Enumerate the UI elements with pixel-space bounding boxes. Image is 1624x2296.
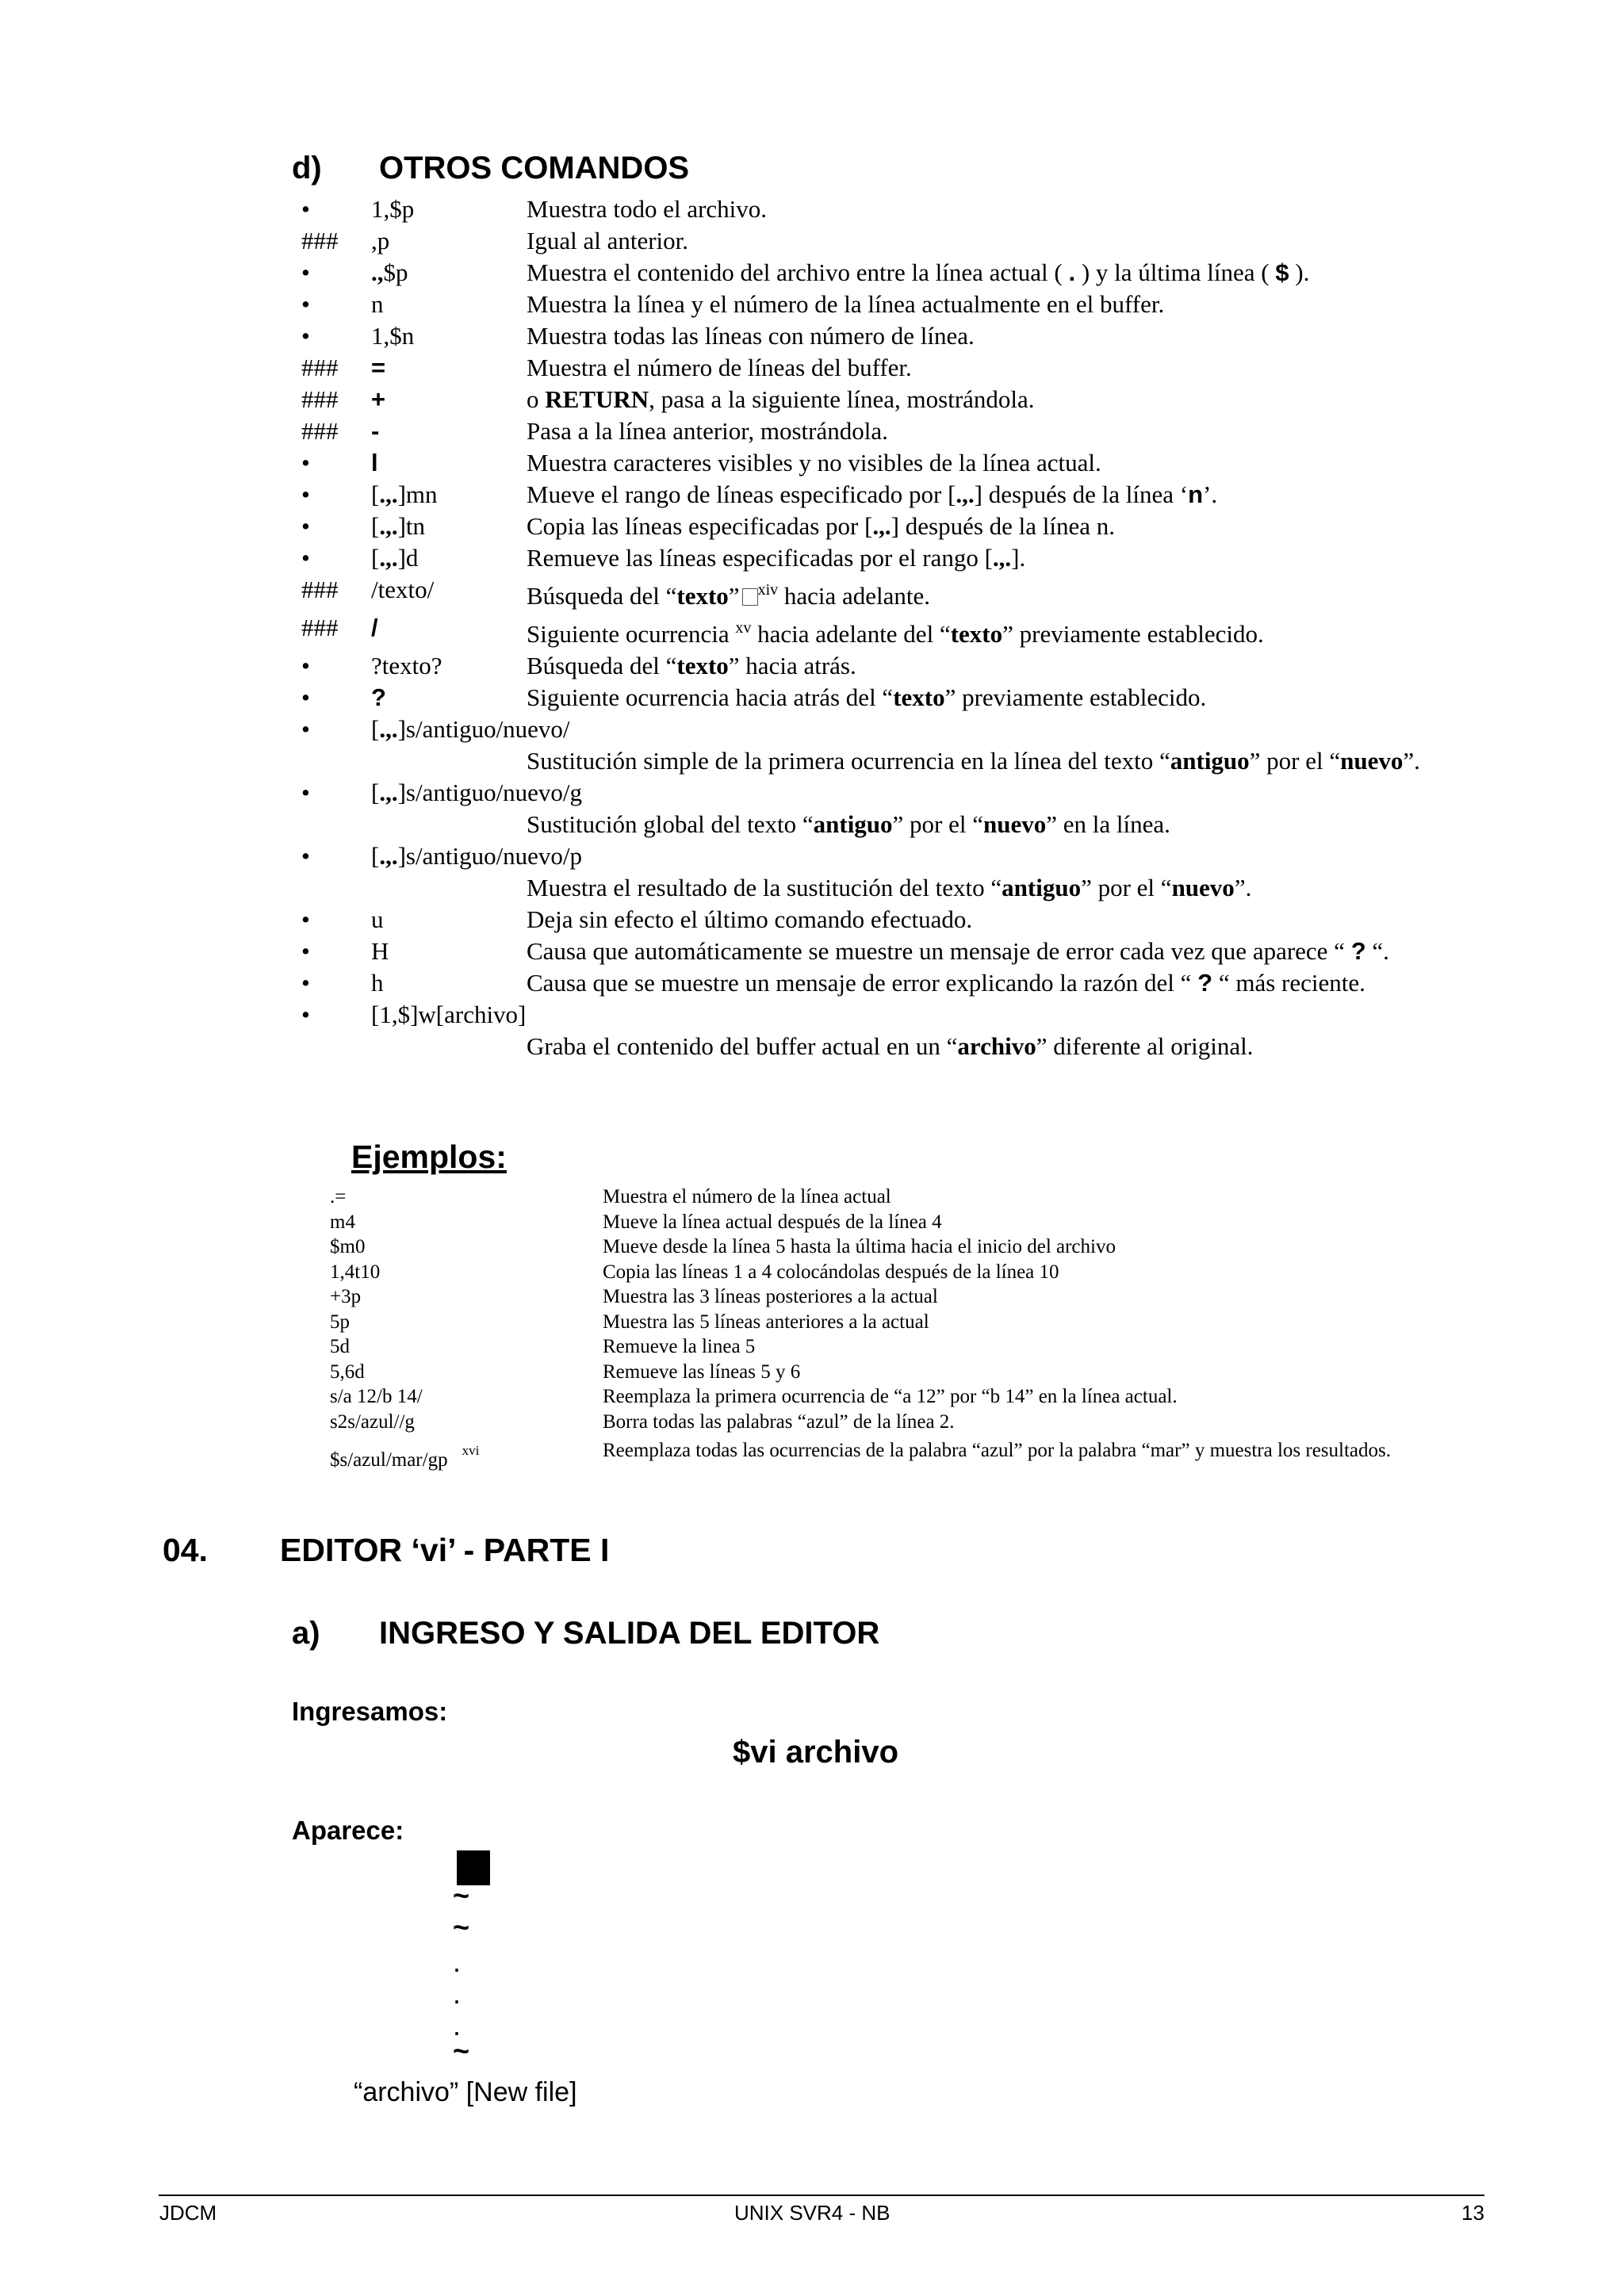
- command-desc: Muestra todo el archivo.: [527, 195, 768, 223]
- bullet: •: [301, 969, 310, 997]
- desc-part: Siguiente ocurrencia: [527, 620, 736, 648]
- bullet: •: [301, 512, 310, 540]
- bullet: •: [301, 1001, 310, 1028]
- table-row: [330, 1334, 1488, 1360]
- section-number: d): [292, 151, 322, 186]
- desc-bold: antiguo: [1002, 874, 1082, 901]
- table-row: [330, 1434, 1488, 1471]
- section-title: INGRESO Y SALIDA DEL EDITOR: [379, 1616, 880, 1651]
- table-row: [330, 1410, 1488, 1435]
- desc-part: ’.: [1203, 480, 1218, 508]
- command-item: [301, 936, 1483, 967]
- command-desc: Igual al anterior.: [527, 227, 688, 254]
- command-desc: Pasa a la línea anterior, mostrándola.: [527, 417, 888, 445]
- example-desc: Mueve desde la línea 5 hasta la última hacia el inicio del archivo: [603, 1236, 1116, 1257]
- key-part: ]tn: [397, 512, 426, 540]
- page-number: 13: [1461, 2201, 1484, 2225]
- bullet: ###: [301, 354, 339, 381]
- command-desc: [527, 682, 1483, 714]
- example-desc: Reemplaza la primera ocurrencia de “a 12” por “b 14” en la línea actual.: [603, 1386, 1178, 1407]
- command-key: [371, 511, 425, 542]
- chapter-title: EDITOR ‘vi’ - PARTE I: [280, 1532, 610, 1568]
- desc-bold: $: [1275, 258, 1289, 286]
- desc-part: Búsqueda del “: [527, 582, 677, 610]
- section-title: OTROS COMANDOS: [379, 151, 690, 186]
- command-item: [301, 289, 1483, 320]
- section-heading-d: [292, 151, 689, 186]
- command-key: [371, 542, 418, 574]
- bullet: •: [301, 715, 310, 743]
- vi-command: $vi archivo: [733, 1735, 899, 1770]
- key-part: [: [371, 779, 380, 806]
- example-desc: Copia las líneas 1 a 4 colocándolas después de la línea 10: [603, 1261, 1059, 1283]
- footer-rule: [159, 2195, 1484, 2196]
- command-key: [301, 777, 1483, 809]
- command-desc: Muestra la línea y el número de la línea actualmente en el buffer.: [527, 290, 1165, 318]
- aparece-label: Aparece:: [292, 1816, 404, 1845]
- command-item: [301, 257, 1483, 289]
- command-item: [301, 447, 1483, 479]
- desc-bold: nuevo: [1171, 874, 1235, 901]
- command-item: [301, 999, 1483, 1062]
- dot-line: .: [453, 1977, 462, 2010]
- command-key: [301, 840, 1483, 872]
- command-desc: [527, 967, 1483, 999]
- command-item: [301, 542, 1483, 574]
- bullet: •: [301, 195, 310, 223]
- desc-part: “.: [1365, 937, 1389, 965]
- chapter-heading: [163, 1532, 609, 1569]
- key-bold: .,.: [379, 842, 398, 870]
- desc-part: Siguiente ocurrencia hacia atrás del “: [527, 683, 894, 711]
- desc-part: Graba el contenido del buffer actual en un “: [527, 1032, 958, 1060]
- desc-part: ” diferente al original.: [1036, 1032, 1254, 1060]
- desc-part: ).: [1289, 258, 1310, 286]
- desc-part: o: [527, 385, 546, 413]
- key-bold: .,: [371, 258, 384, 286]
- command-item: [301, 612, 1483, 650]
- command-desc: [527, 574, 1483, 612]
- desc-part: Copia las líneas especificadas por [: [527, 512, 873, 540]
- table-row: [330, 1360, 1488, 1385]
- command-item: [301, 682, 1483, 714]
- command-item: [301, 479, 1483, 511]
- command-item: [301, 193, 1483, 225]
- example-desc: Muestra el número de la línea actual: [603, 1186, 891, 1207]
- example-desc: Borra todas las palabras “azul” de la línea 2.: [603, 1410, 955, 1433]
- command-item: [301, 777, 1483, 840]
- key-part: ]d: [397, 544, 419, 572]
- example-command: .=: [330, 1186, 347, 1207]
- tilde-line: ~: [453, 2034, 470, 2067]
- section-number: a): [292, 1616, 320, 1651]
- command-key: [371, 257, 408, 289]
- bullet: ###: [301, 385, 339, 413]
- table-row: [330, 1310, 1488, 1335]
- example-command: [330, 1434, 479, 1477]
- section-heading-a: [292, 1616, 879, 1651]
- command-desc: [527, 936, 1483, 967]
- bullet: •: [301, 258, 310, 286]
- key-part: ]s/antiguo/nuevo/p: [397, 842, 583, 870]
- command-item: [301, 511, 1483, 542]
- command-key: u: [371, 905, 384, 933]
- table-row: [330, 1184, 1488, 1210]
- command-key: ?texto?: [371, 652, 442, 679]
- tilde-line: ~: [453, 1879, 470, 1911]
- tilde-line: ~: [453, 1911, 470, 1943]
- bullet: ###: [301, 417, 339, 445]
- key-part: ]s/antiguo/nuevo/: [397, 715, 570, 743]
- key-part: ]mn: [397, 480, 438, 508]
- bullet: •: [301, 480, 310, 508]
- key-part: [: [371, 512, 380, 540]
- command-desc: [527, 479, 1483, 511]
- desc-part: Muestra el contenido del archivo entre la línea actual (: [527, 258, 1069, 286]
- example-command: +3p: [330, 1286, 362, 1307]
- example-command: s2s/azul//g: [330, 1410, 415, 1433]
- bullet: •: [301, 544, 310, 572]
- table-row: [330, 1210, 1488, 1235]
- command-desc: Muestra todas las líneas con número de línea.: [527, 322, 975, 350]
- bullet: •: [301, 779, 310, 806]
- command-item: [301, 352, 1483, 384]
- desc-part: ” previamente establecido.: [1002, 620, 1264, 648]
- bullet: •: [301, 322, 310, 350]
- desc-bold: RETURN: [545, 385, 649, 413]
- endnote-ref: xiv: [757, 581, 779, 599]
- desc-part: “ más reciente.: [1212, 969, 1365, 997]
- desc-part: hacia adelante del “: [751, 620, 951, 648]
- example-command: 5,6d: [330, 1360, 365, 1383]
- command-key: /texto/: [371, 576, 435, 603]
- key-bold: .,.: [379, 715, 398, 743]
- desc-part: Causa que se muestre un mensaje de error explicando la razón del “: [527, 969, 1198, 997]
- command-item: [301, 967, 1483, 999]
- command-key: 1,$n: [371, 322, 415, 350]
- key-part: [: [371, 842, 380, 870]
- desc-part: ) y la última línea (: [1075, 258, 1276, 286]
- example-desc: Mueve la línea actual después de la línea 4: [603, 1211, 942, 1233]
- ingresamos-label: Ingresamos:: [292, 1697, 448, 1726]
- command-item: [301, 840, 1483, 904]
- bullet: •: [301, 842, 310, 870]
- command-key: [301, 714, 1483, 745]
- example-desc: Reemplaza todas las ocurrencias de la palabra “azul” por la palabra “mar” y muestra los resultados.: [603, 1440, 1391, 1461]
- bullet: •: [301, 905, 310, 933]
- desc-part: Sustitución simple de la primera ocurrencia en la línea del texto “: [527, 747, 1170, 775]
- desc-bold: texto: [676, 652, 729, 679]
- desc-part: ” por el “: [1249, 747, 1341, 775]
- command-desc: [527, 384, 1483, 415]
- command-key: ?: [371, 683, 386, 711]
- desc-part: , pasa a la siguiente línea, mostrándola.: [649, 385, 1035, 413]
- key-part: [: [371, 544, 380, 572]
- desc-part: ” hacia atrás.: [728, 652, 856, 679]
- example-desc: Remueve las líneas 5 y 6: [603, 1360, 801, 1383]
- example-command-text: $s/azul/mar/gp: [330, 1449, 448, 1471]
- command-desc: [527, 1031, 1483, 1062]
- command-key: /: [371, 614, 378, 641]
- desc-part: ] después de la línea ‘: [974, 480, 1189, 508]
- command-item: [301, 714, 1483, 777]
- desc-bold: .,.: [992, 544, 1012, 572]
- dot-line: .: [453, 1946, 462, 1978]
- example-command: 5p: [330, 1311, 350, 1333]
- status-line: “archivo” [New file]: [354, 2077, 577, 2107]
- desc-bold: n: [1188, 480, 1204, 508]
- key-part: [: [371, 480, 380, 508]
- key-rest: $p: [383, 258, 408, 286]
- command-desc: [527, 612, 1483, 650]
- desc-bold: antiguo: [1170, 747, 1250, 775]
- example-command: 1,4t10: [330, 1261, 381, 1283]
- desc-bold: archivo: [957, 1032, 1036, 1060]
- command-item: [301, 225, 1483, 257]
- command-desc: [527, 872, 1483, 904]
- desc-bold: texto: [950, 620, 1003, 648]
- command-list: [301, 193, 1483, 1062]
- command-item: [301, 574, 1483, 612]
- key-bold: .,.: [379, 512, 398, 540]
- chapter-number: 04.: [163, 1532, 208, 1568]
- bullet: •: [301, 449, 310, 476]
- endnote-ref: xv: [735, 619, 752, 637]
- bullet: ###: [301, 614, 339, 641]
- desc-part: Búsqueda del “: [527, 652, 677, 679]
- command-key: -: [371, 417, 380, 445]
- desc-part: Mueve el rango de líneas especificado por [: [527, 480, 956, 508]
- command-key: h: [371, 969, 384, 997]
- desc-part: ” por el “: [1081, 874, 1172, 901]
- command-desc: [527, 511, 1483, 542]
- command-desc: Deja sin efecto el último comando efectuado.: [527, 905, 973, 933]
- key-bold: .,.: [379, 779, 398, 806]
- bullet: •: [301, 290, 310, 318]
- desc-part: ” previamente establecido.: [944, 683, 1207, 711]
- desc-part: ”.: [1403, 747, 1420, 775]
- command-item: [301, 320, 1483, 352]
- table-row: [330, 1260, 1488, 1285]
- key-bold: .,.: [379, 480, 398, 508]
- command-key: H: [371, 937, 389, 965]
- key-part: [: [371, 715, 380, 743]
- command-desc: Muestra caracteres visibles y no visibles de la línea actual.: [527, 449, 1101, 476]
- endnote-ref: xvi: [462, 1443, 480, 1458]
- dot-line: .: [453, 2009, 462, 2042]
- desc-bold: .,.: [956, 480, 975, 508]
- desc-bold: nuevo: [1340, 747, 1404, 775]
- desc-bold: antiguo: [813, 810, 893, 838]
- footer-center: UNIX SVR4 - NB: [734, 2201, 891, 2225]
- command-item: [301, 650, 1483, 682]
- desc-part: ].: [1011, 544, 1026, 572]
- command-desc: [527, 650, 1483, 682]
- example-command: m4: [330, 1211, 355, 1233]
- command-item: [301, 415, 1483, 447]
- desc-bold: texto: [676, 582, 729, 610]
- command-key: n: [371, 290, 384, 318]
- desc-bold: nuevo: [983, 810, 1047, 838]
- bullet: •: [301, 683, 310, 711]
- desc-bold: .,.: [872, 512, 891, 540]
- table-row: [330, 1284, 1488, 1310]
- key-bold: .,.: [379, 544, 398, 572]
- desc-part: Causa que automáticamente se muestre un mensaje de error cada vez que aparece “: [527, 937, 1351, 965]
- desc-part: hacia adelante.: [778, 582, 931, 610]
- desc-part: ” por el “: [892, 810, 984, 838]
- command-desc: [527, 257, 1483, 289]
- bullet: •: [301, 652, 310, 679]
- desc-part: Sustitución global del texto “: [527, 810, 814, 838]
- missing-glyph-box: [742, 588, 758, 606]
- example-desc: Remueve la linea 5: [603, 1336, 756, 1357]
- command-desc: [527, 745, 1483, 777]
- table-row: [330, 1234, 1488, 1260]
- command-item: [301, 384, 1483, 415]
- examples-title: Ejemplos:: [351, 1138, 507, 1175]
- example-desc: Muestra las 3 líneas posteriores a la actual: [603, 1286, 938, 1307]
- bullet: ###: [301, 227, 339, 254]
- desc-bold: texto: [893, 683, 945, 711]
- desc-part: ” en la línea.: [1046, 810, 1170, 838]
- desc-bold: ?: [1350, 937, 1366, 965]
- bullet: ###: [301, 576, 339, 603]
- footer-left: JDCM: [159, 2201, 217, 2225]
- desc-part: ”.: [1234, 874, 1252, 901]
- bullet: •: [301, 937, 310, 965]
- command-desc: [527, 542, 1483, 574]
- key-part: ]s/antiguo/nuevo/g: [397, 779, 583, 806]
- desc-part: Muestra el resultado de la sustitución del texto “: [527, 874, 1002, 901]
- example-command: s/a 12/b 14/: [330, 1386, 423, 1407]
- command-key: =: [371, 354, 386, 381]
- command-key: 1,$p: [371, 195, 415, 223]
- command-key: [1,$]w[archivo]: [371, 1001, 527, 1028]
- example-desc: Muestra las 5 líneas anteriores a la actual: [603, 1311, 929, 1333]
- table-row: [330, 1384, 1488, 1410]
- examples-table: [330, 1184, 1488, 1471]
- command-key: +: [371, 385, 386, 413]
- desc-part: ] después de la línea n.: [891, 512, 1116, 540]
- desc-part: Remueve las líneas especificadas por el rango [: [527, 544, 993, 572]
- desc-part: ”: [728, 582, 740, 610]
- example-command: 5d: [330, 1336, 350, 1357]
- example-command: $m0: [330, 1236, 366, 1257]
- command-desc: Muestra el número de líneas del buffer.: [527, 354, 912, 381]
- command-desc: [527, 809, 1483, 840]
- desc-bold: ?: [1197, 969, 1213, 997]
- desc-bold: .: [1068, 258, 1076, 286]
- command-item: [301, 904, 1483, 936]
- command-key: l: [371, 449, 378, 476]
- command-key: [371, 479, 438, 511]
- command-key: ,p: [371, 227, 390, 254]
